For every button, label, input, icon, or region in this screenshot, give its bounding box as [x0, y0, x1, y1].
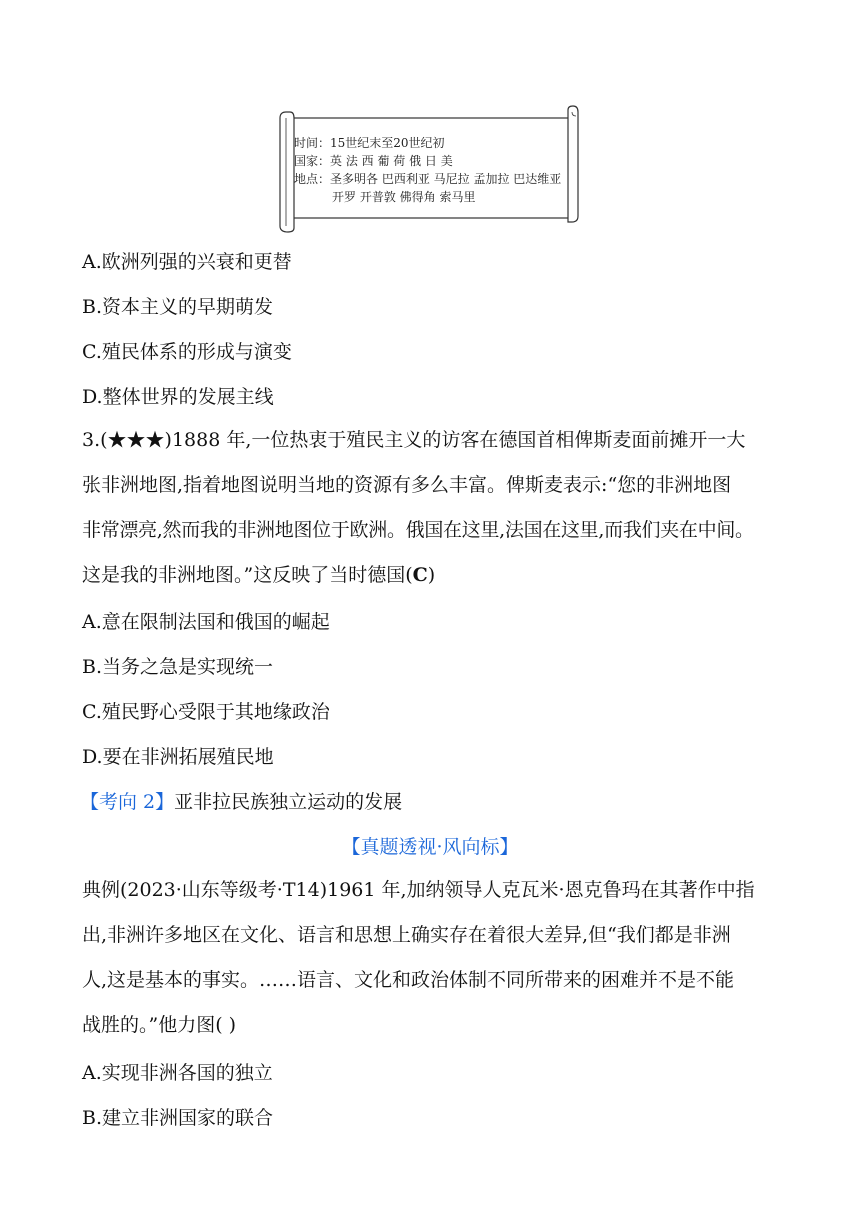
scroll-row-time: 时间：15世纪末至20世纪初	[294, 136, 445, 150]
q2-option-a: A.欧洲列强的兴衰和更替	[82, 251, 292, 273]
example-line-4: 战胜的。”他力图( )	[82, 1014, 237, 1036]
example-stem	[82, 868, 794, 1048]
scroll-row-places: 地点：圣多明各 巴西利亚 马尼拉 孟加拉 巴达维亚	[294, 172, 562, 186]
example-line-1: 典例(2023·山东等级考·T14)1961 年,加纳领导人克瓦米·恩克鲁玛在其著作中指	[82, 879, 755, 901]
q3-line-2: 张非洲地图,指着地图说明当地的资源有多么丰富。俾斯麦表示:“您的非洲地图	[82, 474, 732, 496]
q3-option-a: A.意在限制法国和俄国的崛起	[82, 611, 330, 633]
scroll-illustration	[276, 104, 582, 234]
q3-line-4-suffix: )	[427, 564, 436, 586]
q3-line-4-prefix: 这是我的非洲地图。”这反映了当时德国(	[82, 564, 413, 586]
q2-option-d: D.整体世界的发展主线	[82, 386, 274, 408]
q3-option-d: D.要在非洲拓展殖民地	[82, 746, 274, 768]
q3-line-3: 非常漂亮,然而我的非洲地图位于欧洲。俄国在这里,法国在这里,而我们夹在中间。	[82, 519, 754, 541]
section-heading	[80, 789, 402, 815]
q3-line-4	[82, 553, 794, 598]
q3-line-1: 3.(★★★)1888 年,一位热衷于殖民主义的访客在德国首相俾斯麦面前摊开一大	[82, 429, 746, 451]
subheading: 【真题透视·风向标】	[341, 836, 519, 858]
example-line-3: 人,这是基本的事实。……语言、文化和政治体制不同所带来的困难并不是不能	[82, 969, 735, 991]
q3-stem	[82, 418, 794, 598]
q2-option-b: B.资本主义的早期萌发	[82, 296, 274, 318]
scroll-text	[294, 134, 561, 206]
q2-option-c: C.殖民体系的形成与演变	[82, 341, 292, 363]
example-line-2: 出,非洲许多地区在文化、语言和思想上确实存在着很大差异,但“我们都是非洲	[82, 924, 731, 946]
scroll-row-places-cont: 开罗 开普敦 佛得角 索马里	[332, 190, 476, 204]
example-option-b: B.建立非洲国家的联合	[82, 1107, 274, 1129]
example-option-a: A.实现非洲各国的独立	[82, 1062, 273, 1084]
q3-option-c: C.殖民野心受限于其地缘政治	[82, 701, 330, 723]
q3-option-b: B.当务之急是实现统一	[82, 656, 274, 678]
section-title: 亚非拉民族独立运动的发展	[174, 791, 403, 813]
section-tag: 【考向 2】	[80, 791, 175, 813]
scroll-row-countries: 国家：英 法 西 葡 荷 俄 日 美	[294, 154, 453, 168]
q3-answer: C	[412, 564, 428, 586]
